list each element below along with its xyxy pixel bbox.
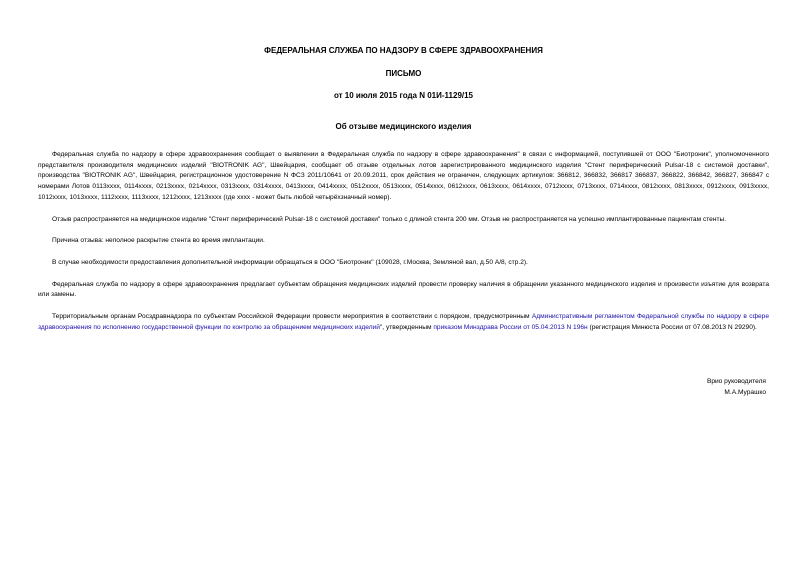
paragraph-6-text-end: (регистрация Минюста России от 07.08.2013 N 29290). — [587, 323, 757, 331]
document-type: ПИСЬМО — [385, 69, 422, 78]
paragraph-2: Отзыв распространяется на медицинское изделие "Стент периферический Pulsar-18 с системой доставки" только с длиной стента 200 мм. Отзыв не распространяется на успешно имплантированные пациентам стенты. — [52, 215, 727, 223]
paragraph-6-text-start: Территориальным органам Росздравнадзора по субъектам Российской Федерации провести мероприятия в соответствии с порядком, предусмотренным — [52, 313, 532, 321]
signature-name: М.А.Мурашко — [724, 388, 766, 396]
signature-block — [707, 377, 766, 398]
paragraph-6-text-middle: ", утвержденным — [379, 323, 434, 331]
paragraph-1: Федеральная служба по надзору в сфере здравоохранения сообщает о выявлении в Федеральная служба по надзору в сфере здравоохранения" в связи с информацией, поступившей от ООО "Биотроник", уполномоченного представителя производителя медицинских изделий "BIOTRONIK AG", Швейцария, сообщает об отзыве отдельных лотов зарегистрированного медицинского изделия "Стент периферический Pulsar-18 с системой доставки", производства "BIOTRONIK AG", Швейцария, регистрационное удостоверение N ФСЗ 2011/10641 от 20.09.2011, срок действия не ограничен, следующих артикулов: 366812, 366832, 366817 366837, 366822, 366842, 366827, 366847 с номерами Лотов 0113xxxx, 0114xxxx, 0213xxxx, 0214xxxx, 0313xxxx, 0314xxxx, 0413xxxx, 0414xxxx, 0512xxxx, 0513xxxx, 0514xxxx, 0612xxxx, 0613xxxx, 0614xxxx, 0712xxxx, 0713xxxx, 0714xxxx, 0812xxxx, 0813xxxx, 0912xxxx, 0913xxxx, 1012xxxx, 1013xxxx, 1112xxxx, 1113xxxx, 1212xxxx, 1213xxxx (где xxxx - может быть любой четырёхзначный номер). — [38, 151, 769, 201]
paragraph-5: Федеральная служба по надзору в сфере здравоохранения предлагает субъектам обращения медицинских изделий провести проверку наличия в обращении указанного медицинского изделия и произвести изъятие для возврата или замены. — [38, 280, 769, 299]
agency-title: ФЕДЕРАЛЬНАЯ СЛУЖБА ПО НАДЗОРУ В СФЕРЕ ЗДРАВООХРАНЕНИЯ — [264, 46, 543, 55]
document-subject: Об отзыве медицинского изделия — [335, 122, 472, 131]
document-date-number: от 10 июля 2015 года N 01И-1129/15 — [333, 91, 474, 100]
document-body — [38, 150, 769, 344]
order-link[interactable]: приказом Минздрава России от 05.04.2013 N 196н — [433, 323, 588, 331]
paragraph-4: В случае необходимости предоставления дополнительной информации обращаться в ООО "Биотроник" (109028, г.Москва, Земляной вал, д.50 А/8, стр.2). — [52, 258, 528, 266]
signature-title: Врио руководителя — [706, 378, 766, 385]
paragraph-6 — [38, 312, 769, 333]
paragraph-3: Причина отзыва: неполное раскрытие стента во время имплантации. — [52, 237, 265, 245]
regulation-link[interactable]: Административным регламентом Федеральной службы по надзору в сфере здравоохранения по исполнению государственной функции по контролю за обращением медицинских изделий — [38, 313, 769, 331]
